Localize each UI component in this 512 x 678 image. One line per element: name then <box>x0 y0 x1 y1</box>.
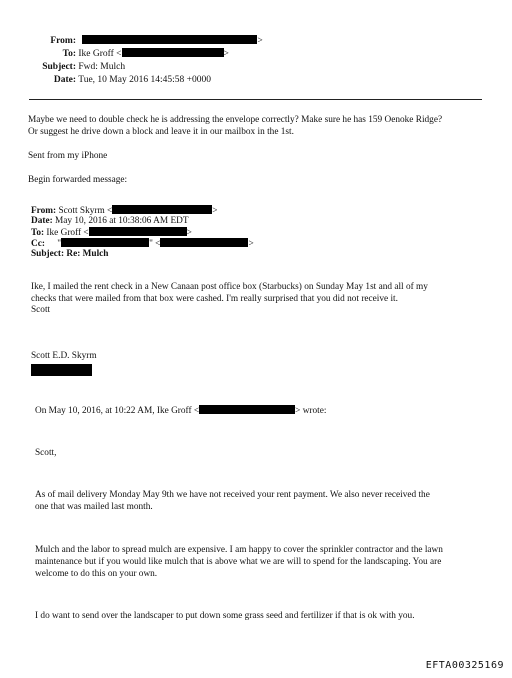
fwd-date-row <box>31 216 189 228</box>
header-from-label: From: <box>50 36 76 46</box>
redaction-bar <box>89 227 187 236</box>
header-to-row <box>28 48 229 60</box>
header-to-close: > <box>223 49 229 59</box>
header-from-close: > <box>257 36 263 46</box>
header-to-name: Ike Groff < <box>78 49 122 59</box>
header-subject-label: Subject: <box>42 62 76 72</box>
fwd-from-close: > <box>212 206 218 216</box>
fwd-from-label: From: <box>31 206 57 216</box>
header-from-row <box>28 35 263 47</box>
fwd-to-label: To: <box>31 228 45 238</box>
bates-number: EFTA00325169 <box>425 660 504 671</box>
scott-line-2: checks that were mailed from that box were cashed. I'm really surprised that you did not receive it. <box>31 294 398 304</box>
scott-line-3: Scott <box>31 305 51 315</box>
fwd-subject-label: Subject: <box>31 249 65 259</box>
quoted-header-line <box>35 405 326 418</box>
fwd-cc-label: Cc: <box>31 239 45 249</box>
quoted-on-suffix: > wrote: <box>295 406 327 416</box>
fwd-cc-open-quote: " <box>57 239 62 249</box>
quoted-greeting: Scott, <box>35 448 57 458</box>
body-line-2: Or suggest he drive down a block and leave it in our mailbox in the 1st. <box>28 127 294 137</box>
fwd-date-value: May 10, 2016 at 10:38:06 AM EDT <box>55 216 189 226</box>
header-subject-value: Fwd: Mulch <box>78 62 126 72</box>
fwd-from-value: Scott Skyrm < <box>58 206 113 216</box>
fwd-subject-value: Re: Mulch <box>66 249 109 259</box>
redaction-bar <box>61 238 149 247</box>
header-date-value: Tue, 10 May 2016 14:45:58 +0000 <box>78 75 211 85</box>
quoted-p1-line-2: one that was mailed last month. <box>35 502 153 512</box>
fwd-date-label: Date: <box>31 216 53 226</box>
quoted-p2-line-1: Mulch and the labor to spread mulch are expensive. I am happy to cover the sprinkler contractor and the lawn <box>35 545 443 555</box>
fwd-subject-row <box>31 249 108 261</box>
body-line-1: Maybe we need to double check he is addressing the envelope correctly? Make sure he has 159 Oenoke Ridge? <box>28 115 443 125</box>
sent-from-text: Sent from my iPhone <box>28 151 108 161</box>
fwd-to-value: Ike Groff < <box>46 228 89 238</box>
scott-line-1: Ike, I mailed the rent check in a New Canaan post office box (Starbucks) on Sunday May 1st and all of my <box>31 282 428 292</box>
quoted-on-prefix: On May 10, 2016, at 10:22 AM, Ike Groff < <box>35 406 200 416</box>
header-to-label: To: <box>62 49 76 59</box>
redaction-bar <box>31 364 92 376</box>
redaction-bar <box>160 238 248 247</box>
redaction-bar <box>122 48 224 57</box>
redaction-bar <box>199 405 295 414</box>
header-date-row <box>28 74 211 86</box>
header-subject-row <box>28 61 125 73</box>
quoted-p1-line-1: As of mail delivery Monday May 9th we have not received your rent payment. We also never received the <box>35 490 430 500</box>
quoted-p3: I do want to send over the landscaper to put down some grass seed and fertilizer if that is ok with you. <box>35 611 415 621</box>
header-divider <box>29 99 482 100</box>
quoted-p2-line-3: welcome to do this on your own. <box>35 569 158 579</box>
signature-name: Scott E.D. Skyrm <box>31 351 97 361</box>
redaction-bar <box>82 35 257 44</box>
fwd-to-close: > <box>186 228 192 238</box>
fwd-cc-mid: " < <box>149 239 161 249</box>
fwd-cc-close: > <box>248 239 254 249</box>
begin-forwarded-text: Begin forwarded message: <box>28 175 128 185</box>
quoted-p2-line-2: maintenance but if you would like mulch that is above what we are will to spend for the landscaping. You are <box>35 557 442 567</box>
header-date-label: Date: <box>53 75 76 85</box>
redaction-bar <box>112 205 212 214</box>
